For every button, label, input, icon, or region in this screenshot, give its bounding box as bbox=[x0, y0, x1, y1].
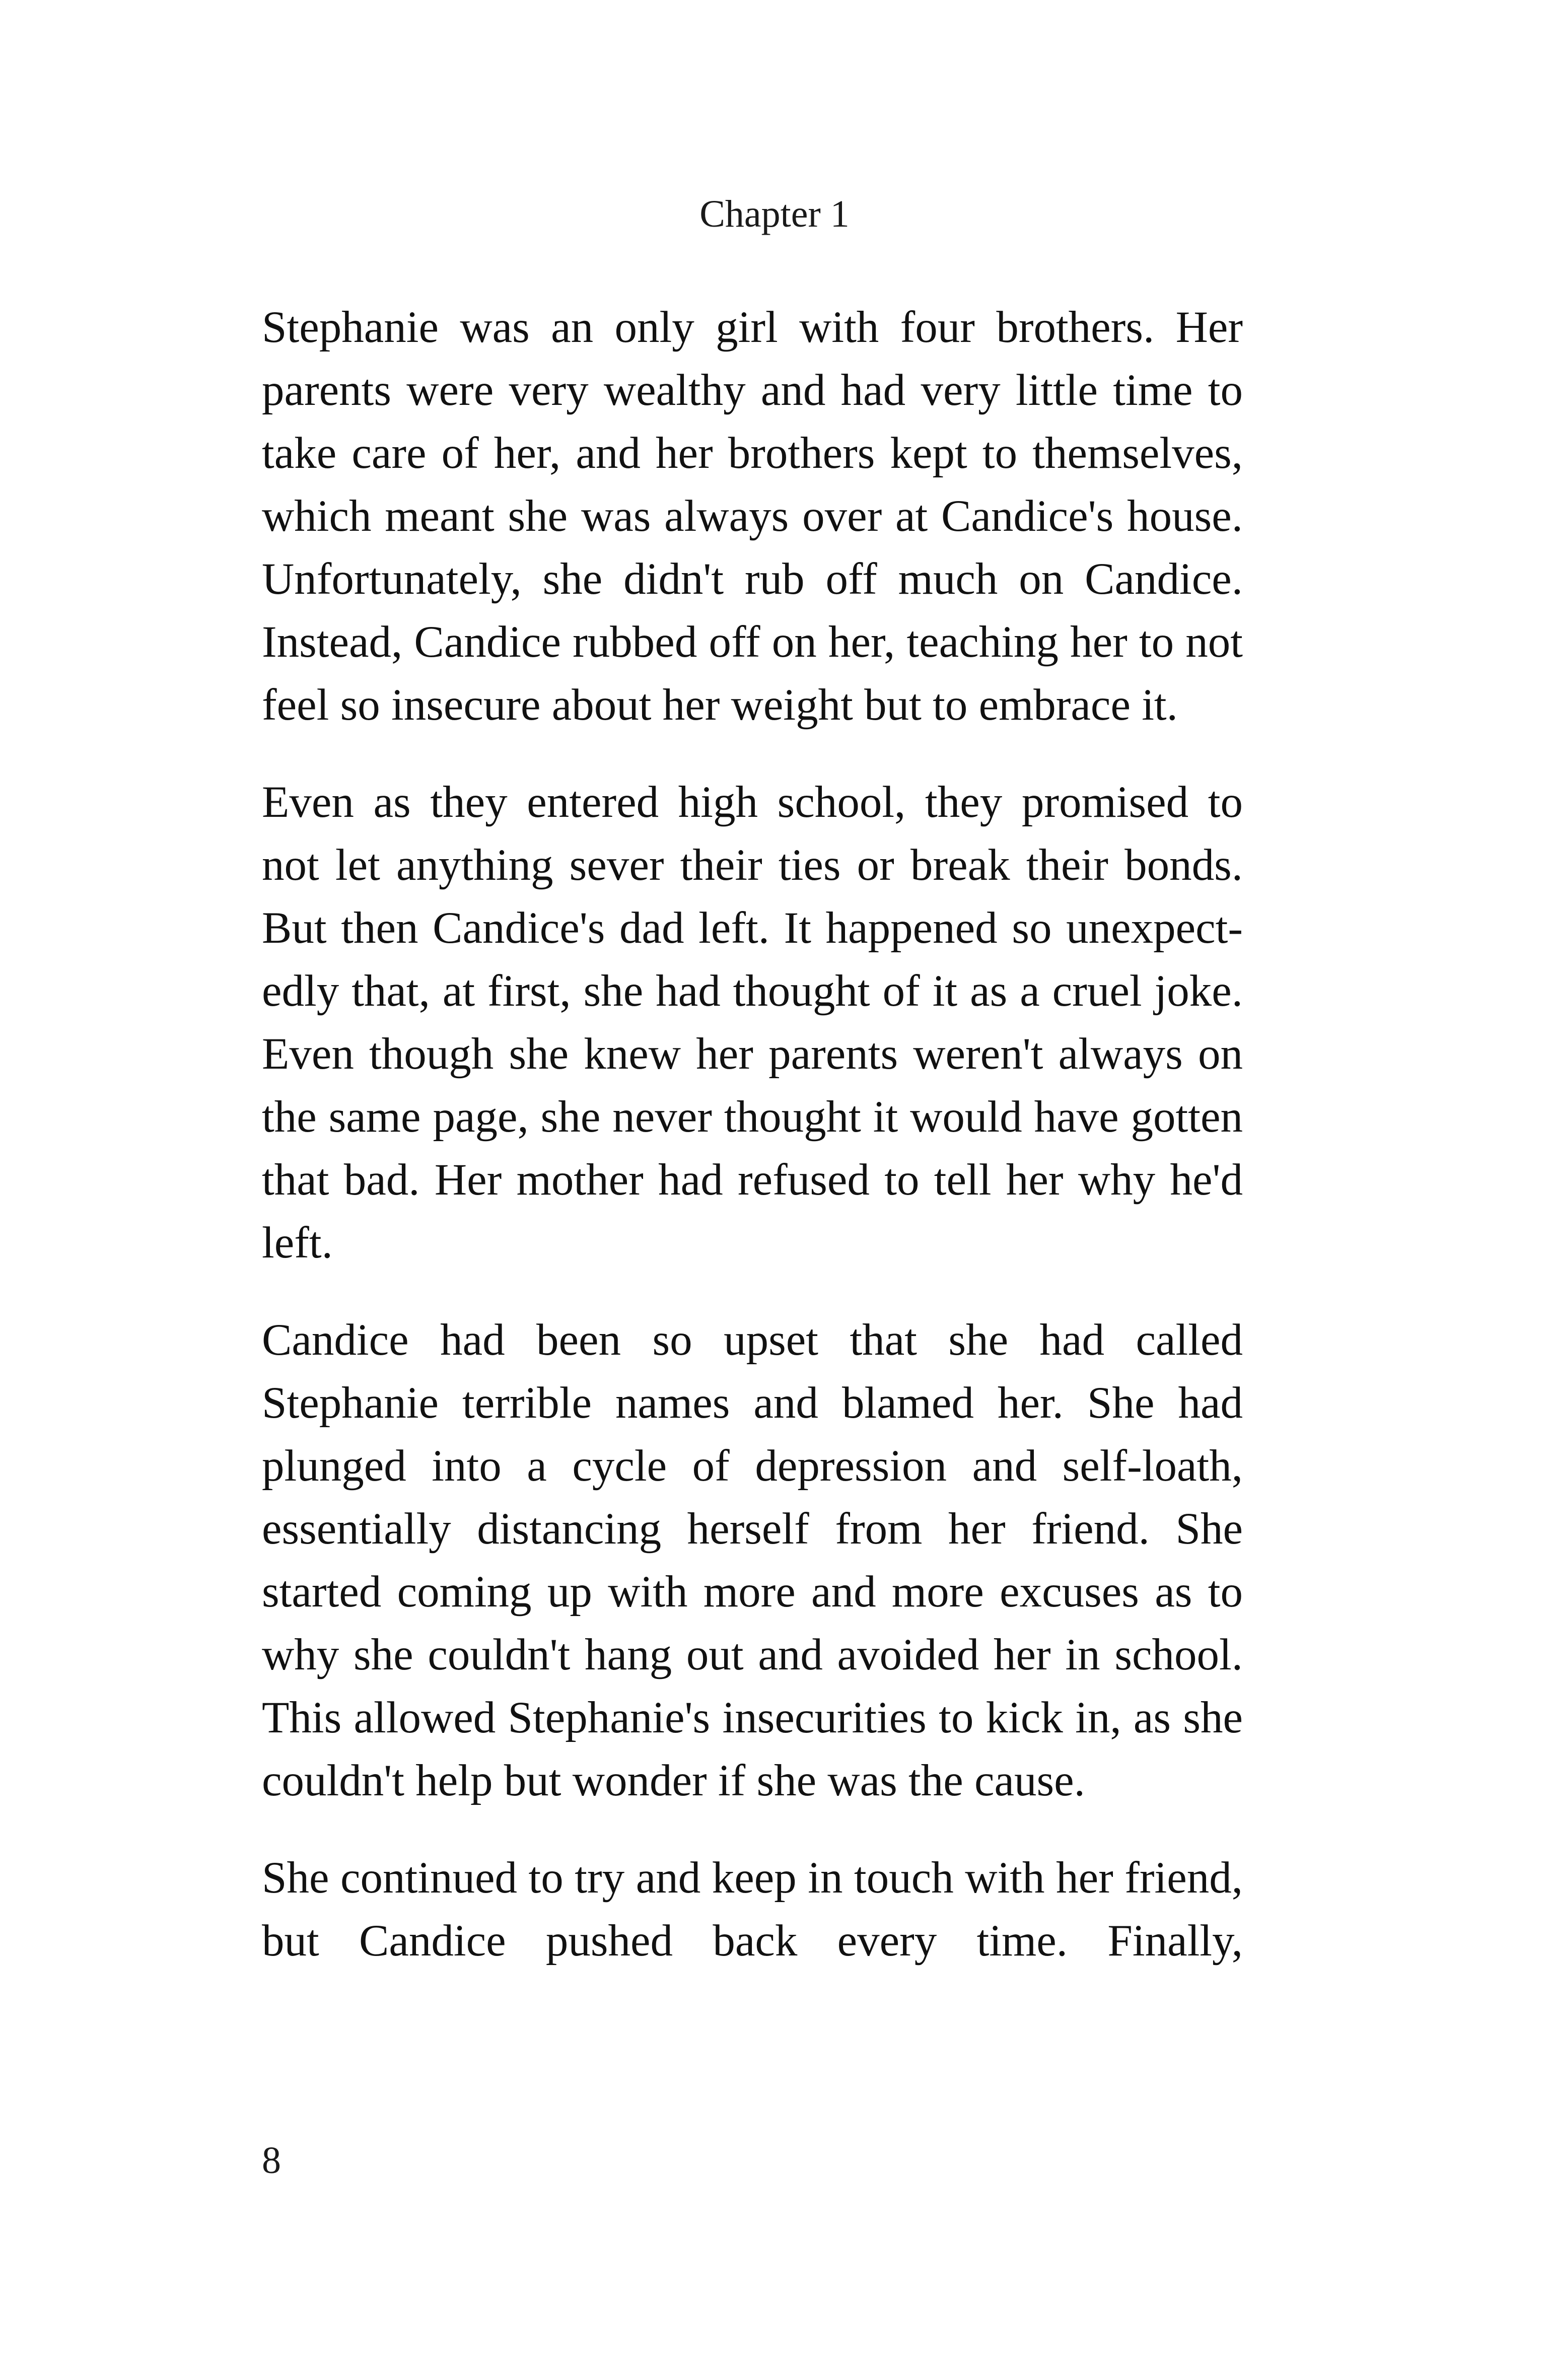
paragraph-4: She continued to try and keep in touch with her friend, but Candice pushed back every time. Finally, bbox=[262, 1853, 1243, 1966]
running-header: Chapter 1 bbox=[699, 193, 850, 235]
paragraph-3: Candice had been so upset that she had called Stephanie terrible names and blamed her. She had plunged into a cycle of depression and self-loath, essentially distancing herself from her friend. She started coming up with more and more excuses as to why she couldn't hang out and avoided her in school. This allowed Stephanie's insecurities to kick in, as she couldn't help but wonder if she was the cause. bbox=[262, 1315, 1243, 1805]
paragraph-2: Even as they entered high school, they promised to not let anything sever their ties or break their bonds. But then Candice's dad left. It happened so unexpectedly that, at first, she had thought of it as a cruel joke. Even though she knew her parents weren't always on the same page, she never thought it would have gotten that bad. Her mother had refused to tell her why he'd left. bbox=[262, 778, 1243, 1268]
page-number: 8 bbox=[262, 2139, 281, 2182]
body-text bbox=[262, 296, 1243, 2007]
paragraph-1: Stephanie was an only girl with four brothers. Her parents were very wealthy and had very little time to take care of her, and her brothers kept to themselves, which meant she was always over at Candice's house. Unfortunately, she didn't rub off much on Candice. Instead, Candice rubbed off on her, teaching her to not feel so insecure about her weight but to embrace it. bbox=[262, 303, 1243, 730]
